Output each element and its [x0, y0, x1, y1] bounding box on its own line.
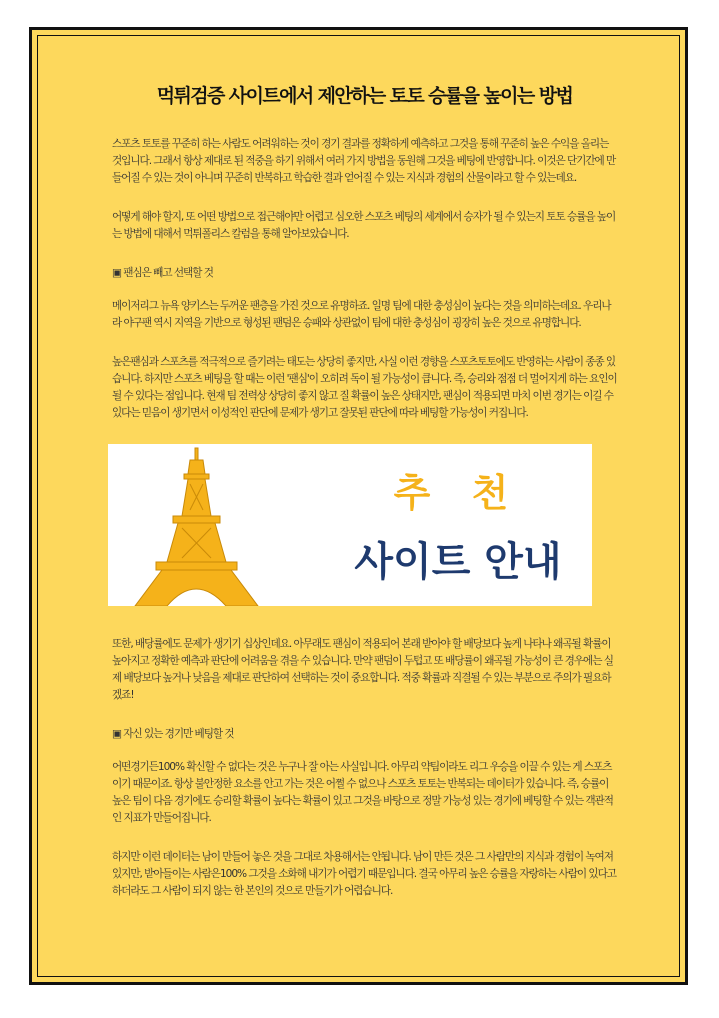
article — [112, 84, 617, 922]
section-heading-fandom: ▣ 팬심은 빼고 선택할 것 — [112, 267, 213, 279]
paragraph-odds: 또한, 배당률에도 문제가 생기기 십상인데요. 아무래도 팬심이 적용되어 본래 받아야 할 배당보다 높게 나타나 왜곡될 확률이 높아지고 정확한 예측과 판단에 어려움을 겪을 수 있습니다. 만약 팬덤이 두텁고 또 배당률이 왜곡될 가능성이 큰 경우에는 실제 배당보다 높거나 낮음을 제대로 판단하여 선택하는 것이 중요합니다. 적중 확률과 직결될 수 있는 부분으로 주의가 필요하겠죠! — [112, 638, 613, 701]
paragraph-purpose: 어떻게 해야 할지, 또 어떤 방법으로 접근해야만 어렵고 심오한 스포츠 베팅의 세계에서 승자가 될 수 있는지 토토 승률을 높이는 방법에 대해서 먹튀폴리스 칼럼을 통해 알아보았습니다. — [112, 211, 616, 240]
banner-recommend-text: 추 천 — [393, 471, 523, 515]
banner-site-guide-text: 사이트 안내 — [354, 539, 562, 585]
paragraph-data: 어떤경기든100% 확신할 수 없다는 것은 누구나 잘 아는 사실입니다. 아무리 약팀이라도 리그 우승을 이끌 수 있는 게 스포츠이기 때문이죠. 항상 불안정한 요소를 안고 가는 것은 어쩔 수 없으나 스포츠 토토는 반복되는 데이터가 있습니다. 즉, 승률이 높은 팀이 다음 경기에도 승리할 확률이 높다는 확률이 있고 그것을 바탕으로 정말 가능성 있는 경기에 베팅할 수 있는 객관적인 지표가 만들어집니다. — [112, 761, 613, 824]
recommend-site-banner — [108, 444, 592, 606]
paragraph-own-data: 하지만 이런 데이터는 남이 만들어 놓은 것을 그대로 차용해서는 안됩니다. 남이 만든 것은 그 사람만의 지식과 경험이 녹여져 있지만, 받아들이는 사람은100% 그것을 소화해 내기가 어렵기 때문입니다. 결국 아무리 높은 승률을 자랑하는 사람이 있다고 하더라도 그 사람이 되지 않는 한 본인의 것으로 만들기가 어렵습니다. — [112, 851, 616, 897]
paragraph-yankees: 메이저리그 뉴욕 양키스는 두꺼운 팬층을 가진 것으로 유명하죠. 일명 팀에 대한 충성심이 높다는 것을 의미하는데요. 우리나라 야구팬 역시 지역을 기반으로 형성된 팬덤은 승패와 상관없이 팀에 대한 충성심이 굉장히 높은 것으로 유명합니다. — [112, 300, 611, 329]
paragraph-fandom-risk: 높은팬심과 스포츠를 적극적으로 즐기려는 태도는 상당히 좋지만, 사실 이런 경향을 스포츠토토에도 반영하는 사람이 종종 있습니다. 하지만 스포츠 베팅을 할 때는 이런 '팬심'이 오히려 독이 될 가능성이 큽니다. 즉, 승리와 점점 더 멀어지게 하는 요인이 될 수 있다는 점입니다. 현재 팀 전력상 상당히 좋지 않고 질 확률이 높은 상태지만, 팬심이 적용되면 마치 이번 경기는 이길 수 있다는 믿음이 생기면서 이성적인 판단에 문제가 생기고 잘못된 판단에 따라 베팅할 가능성이 커집니다. — [112, 356, 617, 419]
paragraph-intro: 스포츠 토토를 꾸준히 하는 사람도 어려워하는 것이 경기 결과를 정확하게 예측하고 그것을 통해 꾸준히 높은 수익을 올리는 것입니다. 그래서 항상 제대로 된 적중을 하기 위해서 여러 가지 방법을 동원해 그것을 베팅에 반영합니다. 이것은 단기간에 만들어질 수 있는 것이 아니며 꾸준히 반복하고 학습한 결과 얻어질 수 있는 지식과 경험의 산물이라고 할 수 있는데요. — [112, 138, 616, 184]
section-heading-confident: ▣ 자신 있는 경기만 베팅할 것 — [112, 728, 234, 740]
article-title: 먹튀검증 사이트에서 제안하는 토토 승률을 높이는 방법 — [156, 85, 573, 107]
